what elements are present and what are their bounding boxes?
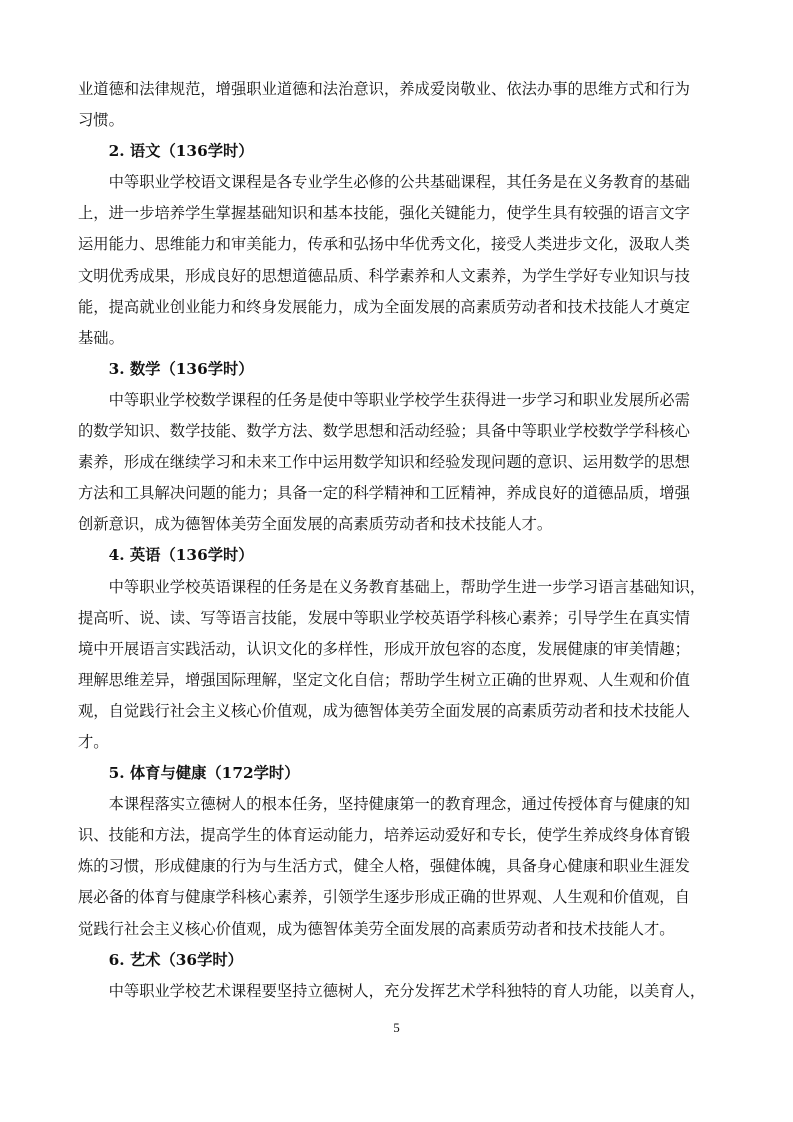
section-heading: 6. 艺术（36学时）	[108, 950, 243, 969]
page-number: 5	[393, 1020, 400, 1035]
section-chinese	[78, 136, 718, 354]
section-heading: 4. 英语（136学时）	[108, 546, 254, 565]
paragraph-line: 炼的习惯，形成健康的行为与生活方式，健全人格，强健体魄，具备身心健康和职业生涯发	[78, 857, 690, 876]
paragraph-line: 素养，形成在继续学习和未来工作中运用数学知识和经验发现问题的意识、运用数学的思想	[78, 453, 690, 472]
paragraph-line: 展必备的体育与健康学科核心素养，引领学生逐步形成正确的世界观、人生观和价值观，自	[78, 888, 690, 907]
paragraph-line: 中等职业学校语文课程是各专业学生必修的公共基础课程，其任务是在义务教育的基础	[108, 173, 690, 192]
paragraph-line: 运用能力、思维能力和审美能力，传承和弘扬中华优秀文化，接受人类进步文化，汲取人类	[78, 235, 690, 254]
paragraph-line: 方法和工具解决问题的能力；具备一定的科学精神和工匠精神，养成良好的道德品质，增强	[78, 484, 690, 503]
paragraph-line: 能，提高就业创业能力和终身发展能力，成为全面发展的高素质劳动者和技术技能人才奠定	[78, 297, 690, 316]
section-english	[78, 540, 718, 758]
document-body	[78, 74, 718, 1007]
section-heading: 3. 数学（136学时）	[108, 359, 254, 378]
paragraph-line: 观，自觉践行社会主义核心价值观，成为德智体美劳全面发展的高素质劳动者和技术技能人	[78, 701, 690, 720]
paragraph-line: 才。	[78, 732, 109, 751]
section-art	[78, 945, 718, 1007]
paragraph-line: 提高听、说、读、写等语言技能，发展中等职业学校英语学科核心素养；引导学生在真实情	[78, 608, 690, 627]
paragraph-line: 习惯。	[78, 111, 124, 130]
paragraph-line: 上，进一步培养学生掌握基础知识和基本技能，强化关键能力，使学生具有较强的语言文字	[78, 204, 690, 223]
paragraph-line: 境中开展语言实践活动，认识文化的多样性，形成开放包容的态度，发展健康的审美情趣；	[78, 639, 690, 658]
paragraph-line: 的数学知识、数学技能、数学方法、数学思想和活动经验；具备中等职业学校数学学科核心	[78, 422, 690, 441]
section-heading: 5. 体育与健康（172学时）	[108, 764, 300, 783]
paragraph-line: 理解思维差异，增强国际理解，坚定文化自信；帮助学生树立正确的世界观、人生观和价值	[78, 670, 690, 689]
paragraph-line: 本课程落实立德树人的根本任务，坚持健康第一的教育理念，通过传授体育与健康的知	[108, 795, 690, 814]
paragraph-line: 业道德和法律规范，增强职业道德和法治意识，养成爱岗敬业、依法办事的思维方式和行为	[78, 80, 690, 98]
intro-paragraph	[78, 74, 718, 136]
section-pe-health	[78, 758, 718, 945]
paragraph-line: 创新意识，成为德智体美劳全面发展的高素质劳动者和技术技能人才。	[78, 515, 553, 534]
paragraph-line: 基础。	[78, 328, 124, 347]
paragraph-line: 中等职业学校艺术课程要坚持立德树人，充分发挥艺术学科独特的育人功能，以美育人，	[108, 981, 706, 1000]
paragraph-line: 觉践行社会主义核心价值观，成为德智体美劳全面发展的高素质劳动者和技术技能人才。	[78, 919, 675, 938]
paragraph-line: 中等职业学校数学课程的任务是使中等职业学校学生获得进一步学习和职业发展所必需	[108, 390, 690, 409]
section-math	[78, 354, 718, 541]
paragraph-line: 识、技能和方法，提高学生的体育运动能力，培养运动爱好和专长，使学生养成终身体育锻	[78, 826, 690, 845]
paragraph-line: 中等职业学校英语课程的任务是在义务教育基础上，帮助学生进一步学习语言基础知识，	[108, 577, 706, 596]
section-heading: 2. 语文（136学时）	[108, 142, 254, 161]
paragraph-line: 文明优秀成果，形成良好的思想道德品质、科学素养和人文素养，为学生学好专业知识与技	[78, 266, 690, 285]
